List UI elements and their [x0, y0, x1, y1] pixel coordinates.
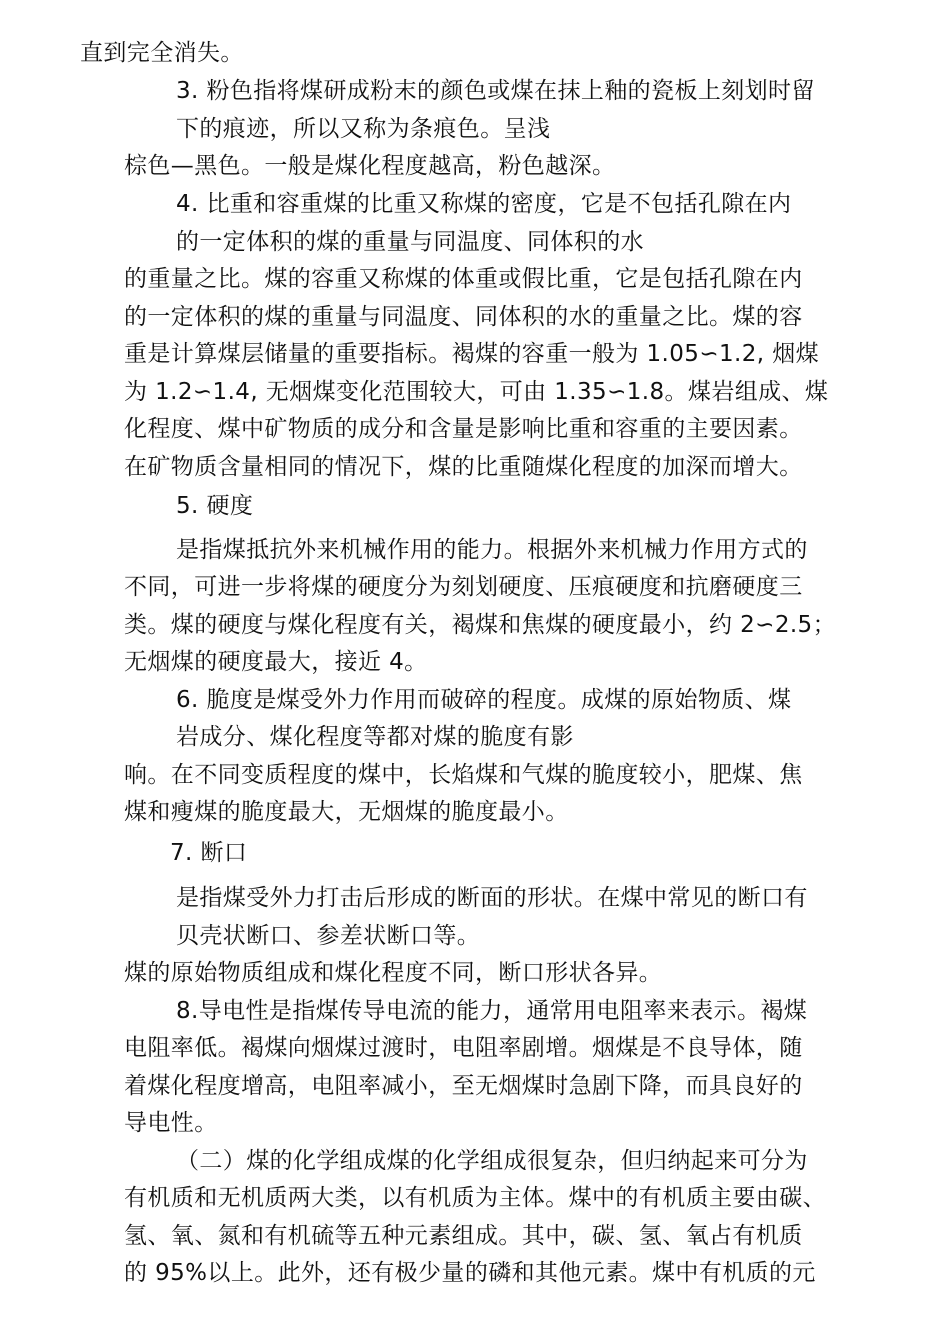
text-line: 无烟煤的硬度最大，接近 4。: [124, 649, 428, 675]
text-line: 的一定体积的煤的重量与同温度、同体积的水: [176, 229, 644, 255]
text-line: 类。煤的硬度与煤化程度有关，褐煤和焦煤的硬度最小，约 2∽2.5；: [124, 612, 836, 638]
text-line: 的重量之比。煤的容重又称煤的体重或假比重，它是包括孔隙在内: [124, 266, 803, 292]
text-line: 导电性。: [124, 1110, 218, 1136]
text-line: 煤的原始物质组成和煤化程度不同，断口形状各异。: [124, 960, 663, 986]
text-line: 为 1.2∽1.4, 无烟煤变化范围较大，可由 1.35∽1.8。煤岩组成、煤: [124, 379, 829, 405]
text-line: 6. 脆度是煤受外力作用而破碎的程度。成煤的原始物质、煤: [176, 687, 792, 713]
text-line: 4. 比重和容重煤的比重又称煤的密度，它是不包括孔隙在内: [176, 191, 792, 217]
text-line: 在矿物质含量相同的情况下，煤的比重随煤化程度的加深而增大。: [124, 454, 803, 480]
text-line: 8.导电性是指煤传导电流的能力，通常用电阻率来表示。褐煤: [176, 998, 808, 1024]
text-line: 3. 粉色指将煤研成粉末的颜色或煤在抹上釉的瓷板上刻划时留: [176, 78, 815, 104]
text-line: 不同，可进一步将煤的硬度分为刻划硬度、压痕硬度和抗磨硬度三: [124, 574, 803, 600]
text-line: 的 95%以上。此外，还有极少量的磷和其他元素。煤中有机质的元: [124, 1260, 816, 1286]
text-line: 煤和瘦煤的脆度最大，无烟煤的脆度最小。: [124, 799, 569, 825]
text-line: 化程度、煤中矿物质的成分和含量是影响比重和容重的主要因素。: [124, 416, 803, 442]
text-line: （二）煤的化学组成煤的化学组成很复杂，但归纳起来可分为: [176, 1148, 808, 1174]
text-line: 着煤化程度增高，电阻率减小，至无烟煤时急剧下降，而具良好的: [124, 1073, 803, 1099]
text-line: 电阻率低。褐煤向烟煤过渡时，电阻率剧增。烟煤是不良导体，随: [124, 1035, 803, 1061]
text-line: 有机质和无机质两大类，以有机质为主体。煤中的有机质主要由碳、: [124, 1185, 826, 1211]
text-line: 贝壳状断口、参差状断口等。: [176, 923, 481, 949]
text-line: 的一定体积的煤的重量与同温度、同体积的水的重量之比。煤的容: [124, 304, 803, 330]
text-line: 是指煤受外力打击后形成的断面的形状。在煤中常见的断口有: [176, 885, 808, 911]
text-line: 响。在不同变质程度的煤中，长焰煤和气煤的脆度较小，肥煤、焦: [124, 762, 803, 788]
text-line: 岩成分、煤化程度等都对煤的脆度有影: [176, 724, 574, 750]
text-line: 氢、氧、氮和有机硫等五种元素组成。其中，碳、氢、氧占有机质: [124, 1223, 803, 1249]
text-line: 下的痕迹，所以又称为条痕色。呈浅: [176, 116, 551, 142]
text-line: 重是计算煤层储量的重要指标。褐煤的容重一般为 1.05∽1.2, 烟煤: [124, 341, 819, 367]
section-heading: 7. 断口: [170, 840, 248, 866]
text-line: 棕色—黑色。一般是煤化程度越高，粉色越深。: [124, 153, 616, 179]
section-heading: 5. 硬度: [176, 493, 254, 519]
text-line: 是指煤抵抗外来机械作用的能力。根据外来机械力作用方式的: [176, 537, 808, 563]
text-line: 直到完全消失。: [80, 40, 244, 66]
